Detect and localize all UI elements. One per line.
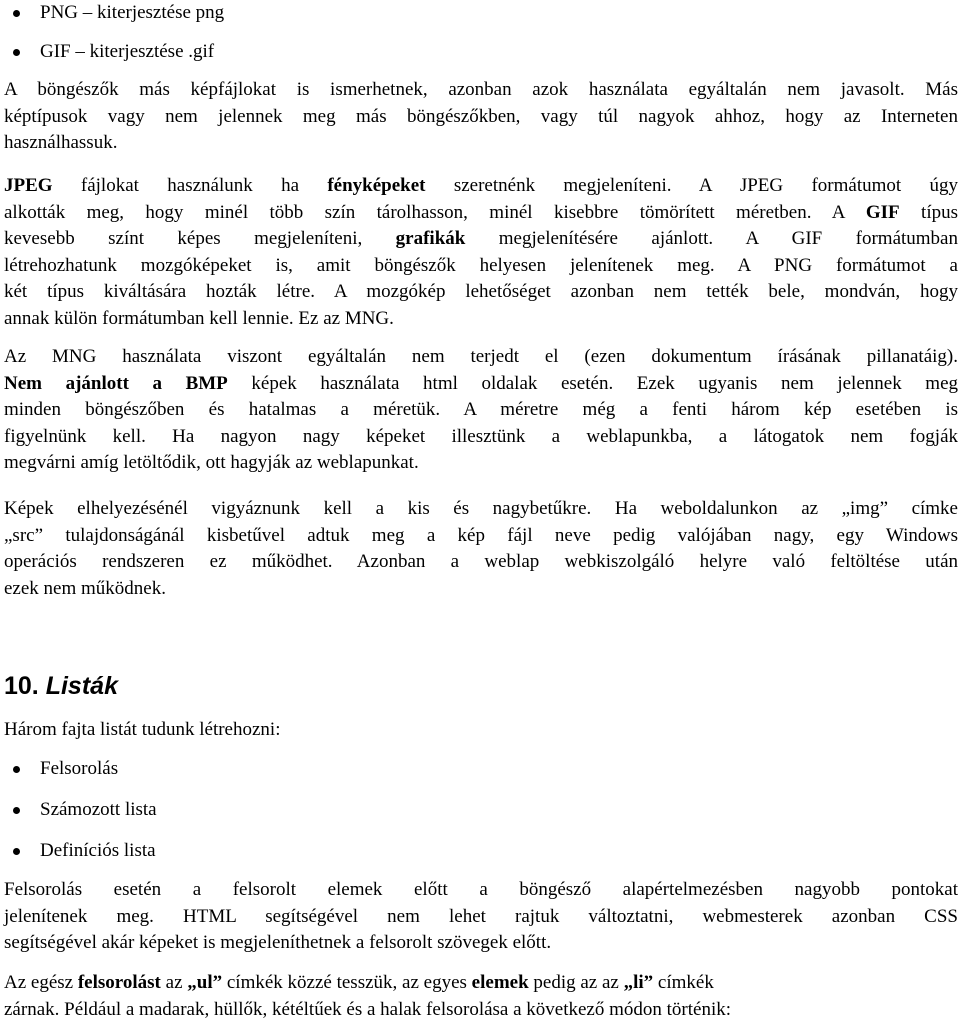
text-line: képtípusok vagy nem jelennek meg más böngészőkben, vagy túl nagyok ahhoz, hogy az Interneten: [4, 105, 958, 127]
paragraph-mng-bmp: [4, 344, 958, 477]
text-line: ezek nem működnek.: [4, 577, 166, 599]
bold-term: JPEG: [4, 175, 53, 196]
paragraph-ul-li: [4, 970, 958, 1023]
text-run: típus: [899, 201, 958, 223]
paragraph-case-sensitivity: [4, 496, 958, 602]
text-line: használhassuk.: [4, 132, 118, 153]
section-heading: [4, 670, 118, 702]
text-line: [4, 173, 958, 200]
text-run: megjelenítésére ajánlott. A GIF formátumban: [465, 228, 958, 249]
text-run: fájlokat használunk ha: [52, 175, 328, 196]
text-line: operációs rendszeren ez működhet. Azonban a weblap webkiszolgáló helyre való feltöltése után: [4, 551, 958, 572]
text-run: pedig az az: [528, 972, 624, 993]
list-item-gif: GIF – kiterjesztése .gif: [40, 41, 215, 62]
list-item-type: Definíciós lista: [40, 840, 156, 861]
text-run: kevesebb színt képes megjeleníteni,: [4, 228, 396, 249]
text-line: létrehozhatunk mozgóképeket is, amit böngészők helyesen jelenítenek meg. A PNG formátumot a: [4, 254, 958, 276]
paragraph-other-formats: [4, 77, 958, 157]
section-title: Listák: [45, 672, 118, 700]
text-line: annak külön formátumban kell lennie. Ez az MNG.: [4, 307, 394, 329]
list-item-type: Számozott lista: [40, 799, 157, 820]
text-line: [4, 200, 958, 227]
text-line: figyelnünk kell. Ha nagyon nagy képeket illesztünk a weblapunkba, a látogatok nem fogják: [4, 425, 958, 447]
text-line: Felsorolás esetén a felsorolt elemek előtt a böngésző alapértelmezésben nagyobb pontokat: [4, 879, 958, 900]
bold-term: GIF: [865, 201, 900, 223]
bold-term: „li”: [623, 972, 654, 993]
paragraph-jpeg-gif-png: [4, 173, 958, 332]
text-line: két típus kiváltására hozták létre. A mozgókép lehetőséget azonban nem tették bele, mondván, hogy: [4, 281, 958, 302]
bold-term: Nem ajánlott a BMP: [4, 372, 228, 394]
list-item-type: Felsorolás: [40, 758, 119, 779]
text-line: Képek elhelyezésénél vigyáznunk kell a kis és nagybetűkre. Ha weboldalunkon az „img” címke: [4, 498, 958, 519]
text-line: Az MNG használata viszont egyáltalán nem terjedt el (ezen dokumentum írásának pillanatáig).: [4, 346, 958, 367]
bold-term: felsorolást: [77, 972, 161, 993]
text-line: A böngészők más képfájlokat is ismerhetnek, azonban azok használata egyáltalán nem javasolt. Más: [4, 79, 958, 100]
list-item-png: PNG – kiterjesztése png: [40, 2, 225, 23]
bold-term: grafikák: [395, 228, 466, 249]
text-line: [4, 970, 958, 997]
text-line: minden böngészőben és hatalmas a méretük. A méretre még a fenti három kép esetében is: [4, 399, 958, 420]
bold-term: fényképeket: [327, 175, 426, 196]
list-intro: Három fajta listát tudunk létrehozni:: [4, 719, 281, 740]
text-run: képek használata html oldalak esetén. Ezek ugyanis nem jelennek meg: [227, 372, 958, 394]
text-run: alkották meg, hogy minél több szín tárolhasson, minél kisebbre tömörített méretben. A: [4, 201, 845, 223]
section-number: 10.: [4, 672, 39, 700]
bold-term: „ul”: [187, 972, 223, 993]
text-line: zárnak. Például a madarak, hüllők, kétéltűek és a halak felsorolása a következő módon történik:: [4, 998, 732, 1020]
paragraph-bullets: [4, 877, 958, 957]
text-run: Az egész: [4, 972, 78, 993]
text-line: jelenítenek meg. HTML segítségével nem lehet rajtuk változtatni, webmesterek azonban CSS: [4, 905, 958, 927]
text-line: megvárni amíg letöltődik, ott hagyják az weblapunkat.: [4, 452, 419, 473]
text-run: szeretnénk megjeleníteni. A JPEG formátumot úgy: [425, 175, 958, 196]
text-run: az: [160, 972, 188, 993]
text-run: címkék: [653, 972, 714, 993]
text-line: [4, 226, 958, 253]
text-run: címkék közzé tesszük, az egyes: [222, 972, 472, 993]
text-line: [4, 371, 958, 398]
bold-term: elemek: [471, 972, 529, 993]
text-line: „src” tulajdonságánál kisbetűvel adtuk meg a kép fájl neve pedig valójában nagy, egy Windows: [4, 524, 958, 546]
text-line: segítségével akár képeket is megjeleníthetnek a felsorolt szövegek előtt.: [4, 932, 552, 953]
